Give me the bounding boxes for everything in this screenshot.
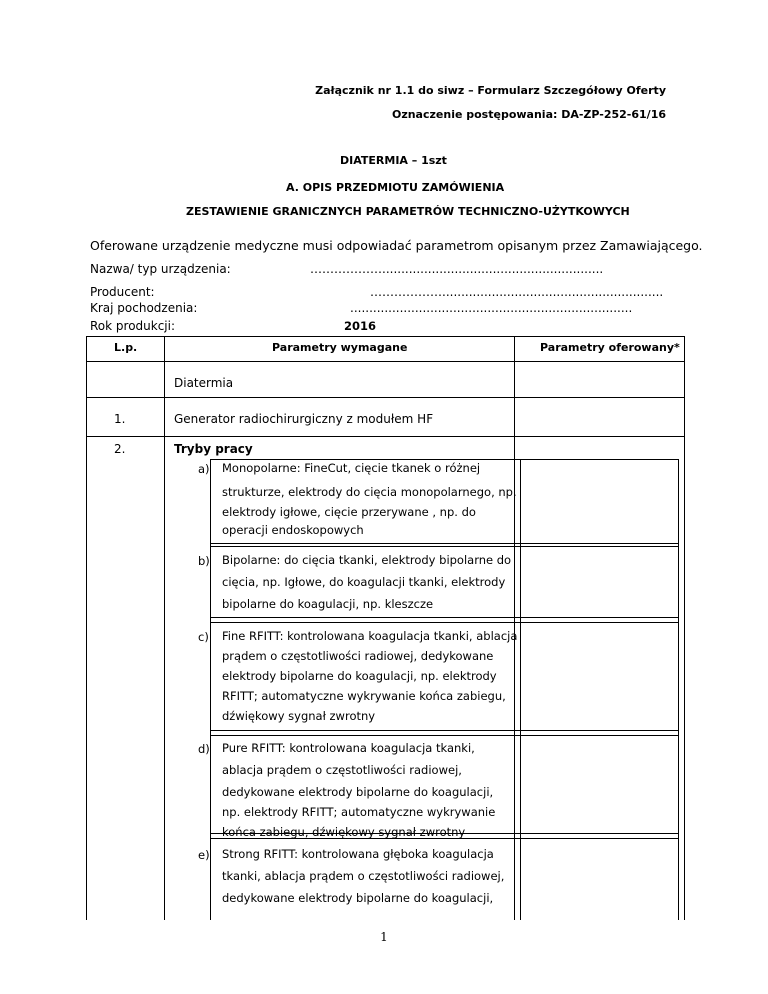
mode-d-line: Pure RFITT: kontrolowana koagulacja tkanki, [222,741,475,755]
row1-text: Generator radiochirurgiczny z modułem HF [174,412,434,426]
mode-b-letter: b) [198,554,210,568]
mode-inner-divider [520,459,521,920]
device-name-value: ……………….......................................................... [310,262,604,276]
row2-title: Tryby pracy [174,442,253,456]
mode-e-letter: e) [198,848,210,862]
country-value: .......................................................................... [350,301,633,315]
table-border-top [86,336,684,337]
mode-letter-divider [210,459,211,920]
mode-row-rule [210,617,678,618]
table-rule [86,436,684,437]
mode-a-letter: a) [198,462,210,476]
mode-a-line: elektrody igłowe, cięcie przerywane , np. do [222,505,476,519]
year-label: Rok produkcji: [90,319,176,333]
producer-label: Producent: [90,285,155,299]
mode-row-rule [210,546,678,547]
mode-c-line: prądem o częstotliwości radiowej, dedykowane [222,649,494,663]
mode-e-line: dedykowane elektrody bipolarne do koagulacji, [222,891,494,905]
year-value: 2016 [344,319,377,333]
mode-a-line: Monopolarne: FineCut, cięcie tkanek o różnej [222,461,481,475]
procedure-reference: Oznaczenie postępowania: DA-ZP-252-61/16 [391,108,666,121]
page-number: 1 [380,930,388,944]
mode-b-line: Bipolarne: do cięcia tkanki, elektrody bipolarne do [222,553,512,567]
mode-row-rule [210,730,678,731]
col-header-params: Parametry wymagane [272,341,408,354]
mode-d-line: dedykowane elektrody bipolarne do koagulacji, [222,785,494,799]
section-a-heading: A. OPIS PRZEDMIOTU ZAMÓWIENIA [286,181,505,194]
attachment-title: Załącznik nr 1.1 do siwz – Formularz Szczegółowy Oferty [315,84,666,97]
row1-number: 1. [114,412,126,426]
mode-e-line: Strong RFITT: kontrolowana głęboka koagulacja [222,847,494,861]
mode-d-line: np. elektrody RFITT; automatyczne wykrywanie [222,805,496,819]
mode-c-line: elektrody bipolarne do koagulacji, np. elektrody [222,669,497,683]
mode-a-line: operacji endoskopowych [222,523,364,537]
mode-b-line: bipolarne do koagulacji, np. kleszcze [222,597,434,611]
mode-d-letter: d) [198,742,210,756]
section-row-diatermia: Diatermia [174,376,234,390]
mode-c-line: Fine RFITT: kontrolowana koagulacja tkanki, ablacja [222,629,518,643]
table-rule [86,361,684,362]
intro-text: Oferowane urządzenie medyczne musi odpowiadać parametrom opisanym przez Zamawiającego. [90,238,703,253]
table-border-right [684,336,685,920]
section-b-heading: ZESTAWIENIE GRANICZNYCH PARAMETRÓW TECHNICZNO-UŻYTKOWYCH [186,205,630,218]
mode-c-letter: c) [198,630,209,644]
device-name-label: Nazwa/ typ urządzenia: [90,262,231,276]
mode-row-rule [210,622,678,623]
mode-b-line: cięcia, np. Igłowe, do koagulacji tkanki, elektrody [222,575,506,589]
table-border-left [86,336,87,920]
producer-value: ……………….......................................................... [370,285,664,299]
col-header-lp: L.p. [114,341,138,354]
table-rule [86,397,684,398]
item-title: DIATERMIA – 1szt [340,154,447,167]
table-divider-lp [164,336,165,920]
mode-d-line: końca zabiegu, dźwiękowy sygnał zwrotny [222,825,466,839]
country-label: Kraj pochodzenia: [90,301,198,315]
mode-c-line: RFITT; automatyczne wykrywanie końca zabiegu, [222,689,506,703]
row2-number: 2. [114,442,126,456]
mode-c-line: dźwiękowy sygnał zwrotny [222,709,376,723]
mode-d-line: ablacja prądem o częstotliwości radiowej, [222,763,462,777]
mode-inner-right [678,459,679,920]
mode-row-rule [210,543,678,544]
mode-a-line: strukturze, elektrody do cięcia monopolarnego, np. [222,485,517,499]
col-header-offered: Parametry oferowany* [540,341,680,354]
mode-e-line: tkanki, ablacja prądem o częstotliwości radiowej, [222,869,505,883]
